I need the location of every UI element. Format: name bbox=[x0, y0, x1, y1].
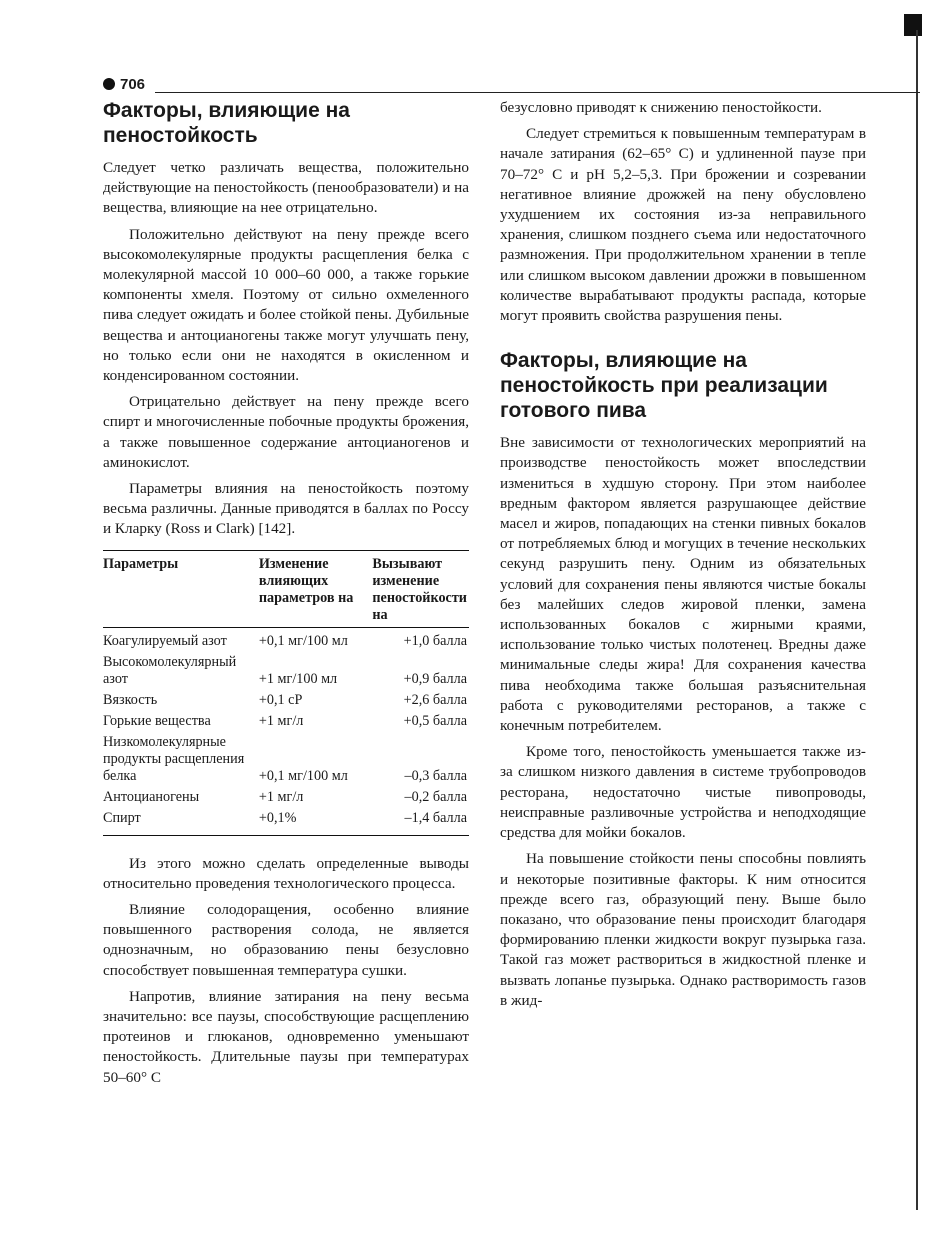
table-cell: +1 мг/л bbox=[258, 788, 304, 805]
page-number bbox=[103, 76, 145, 93]
foam-parameters-table bbox=[103, 550, 469, 836]
table-cell: Антоцианогены bbox=[103, 788, 200, 805]
paragraph: Положительно действуют на пену прежде всего высокомолекулярные продукты расщепления белка с молекулярной массой 10 000–60 000, а также горькие компоненты хмеля. Поэтому от сильно охмеленного пива следует ожидать и более стойкой пены. Дубильные вещества и антоцианогены также могут улучшать пену, но только если они не находятся в окисленном и конденсированном состоянии. bbox=[103, 225, 469, 385]
section-heading: Факторы, влияющие на пеностойкость при реализации готового пива bbox=[500, 349, 828, 423]
section-heading: Факторы, влияющие на пеностойкость bbox=[103, 99, 350, 147]
table-cell: +0,5 балла bbox=[403, 712, 467, 729]
table-cell: +1 мг/100 мл bbox=[258, 670, 338, 687]
paragraph: Из этого можно сделать определенные выводы относительно проведения технологического процесса. bbox=[103, 854, 469, 892]
table-header: Параметры bbox=[103, 555, 179, 572]
paragraph: На повышение стойкости пены способны повлиять и некоторые позитивные факторы. К ним относится прежде всего газ, образующий пену. Выше было показано, что образование пены происходит благодаря формированию пленки жидкости вокруг пузырька газа. Такой газ может раствориться в жидкостной пленке и вызвать лопанье пузырька. Однако растворимость газов в жид- bbox=[500, 850, 866, 1009]
paragraph: Влияние солодоращения, особенно влияние повышенного растворения солода, не является однозначным, но образованию пены безусловно способствует повышенная температура сушки. bbox=[103, 901, 469, 979]
table-cell: +1,0 балла bbox=[403, 632, 467, 649]
table-cell: Горькие вещества bbox=[103, 712, 211, 729]
paragraph: Кроме того, пеностойкость уменьшается также из-за слишком низкого давления в системе трубопроводов ресторана, недостаточно чистые пивопроводы, неисправные разливочные устройства и неподходящие средства для мойки бокалов. bbox=[500, 743, 866, 842]
table-row bbox=[103, 692, 469, 713]
scan-edge-line bbox=[916, 30, 918, 1210]
table-cell: Низкомолекулярные продукты расщепления белка bbox=[103, 733, 245, 784]
table-cell: +0,1% bbox=[258, 809, 297, 826]
table-cell: –1,4 балла bbox=[404, 809, 467, 826]
paragraph: безусловно приводят к снижению пеностойкости. bbox=[500, 99, 822, 116]
table-cell: +2,6 балла bbox=[403, 691, 467, 708]
table-row bbox=[103, 810, 469, 836]
table-row bbox=[103, 654, 469, 692]
paragraph: Следует четко различать вещества, положительно действующие на пеностойкость (пенообразователи) и на вещества, влияющие на нее отрицательно. bbox=[103, 159, 469, 217]
page-header bbox=[103, 76, 920, 96]
paragraph: Напротив, влияние затирания на пену весьма значительно: все паузы, способствующие расщеплению протеинов и глюканов, одновременно уменьшают пеностойкость. Длительные паузы при температурах 50–60° С bbox=[103, 987, 469, 1086]
table-cell: +0,1 мг/100 мл bbox=[258, 632, 348, 649]
table-row bbox=[103, 789, 469, 810]
scan-edge-mark bbox=[904, 14, 922, 36]
table-cell: +0,1 мг/100 мл bbox=[258, 767, 348, 784]
table-cell: –0,3 балла bbox=[404, 767, 467, 784]
table-cell: +0,1 cP bbox=[258, 691, 303, 708]
paragraph: Следует стремиться к повышенным температурам в начале затирания (62–65° С) и удлиненной паузе при 70–72° С и рН 5,2–5,3. При брожении и созревании негативное влияние дрожжей на пену обусловлено ухудшением их состояния из-за неправильного хранения, слишком позднего съема или недостаточного размножения. При продолжительном хранении в тепле или слишком высоком давлении дрожжи в повышенном количестве вырабатывают продукты распада, которые могут проявить свойства разрушения пены. bbox=[500, 125, 866, 325]
table-cell: +1 мг/л bbox=[258, 712, 304, 729]
table-header: Изменение влияющих параметров на bbox=[258, 555, 354, 606]
table-cell: Коагулируемый азот bbox=[103, 632, 227, 649]
left-column bbox=[103, 98, 469, 1088]
paragraph: Отрицательно действует на пену прежде всего спирт и многочисленные побочные продукты брожения, а также повышенное содержание антоцианогенов и аминокислот. bbox=[103, 393, 469, 471]
table-cell: +0,9 балла bbox=[403, 670, 467, 687]
right-column bbox=[500, 98, 866, 1011]
header-rule bbox=[155, 92, 920, 93]
table-cell: Спирт bbox=[103, 809, 141, 826]
table-cell: Вязкость bbox=[103, 691, 158, 708]
bullet-icon bbox=[103, 78, 115, 90]
table-cell: Высокомолекулярный азот bbox=[103, 653, 237, 687]
table-header-row bbox=[103, 550, 469, 627]
table-cell: –0,2 балла bbox=[404, 788, 467, 805]
table-header: Вызывают изменение пеностойкости на bbox=[372, 555, 467, 623]
paragraph: Параметры влияния на пеностойкость поэтому весьма различны. Данные приводятся в баллах по Россу и Кларку (Ross и Clark) [142]. bbox=[103, 480, 469, 538]
paragraph: Вне зависимости от технологических мероприятий на производстве пеностойкость может впоследствии измениться в худшую сторону. При этом наиболее вредным фактором является разрушающее действие масел и жиров, попадающих на стенки пивных бокалов от потребляемых блюд и могущих в течение нескольких секунд разрушить пену. Одним из обязательных условий для сохранения пены являются чистые бокалы без малейших следов жировой пленки, замена использованных бокалов с жирными краями, использование только чистых полотенец. Вредны даже минимальные следы жира! Для сохранения качества пива необходима также большая разъяснительная работа с руководителями ресторанов, а также с конечным потребителем. bbox=[500, 434, 866, 735]
table-row bbox=[103, 734, 469, 789]
table-row bbox=[103, 713, 469, 734]
table-row bbox=[103, 627, 469, 654]
page-number-text: 706 bbox=[120, 76, 146, 93]
